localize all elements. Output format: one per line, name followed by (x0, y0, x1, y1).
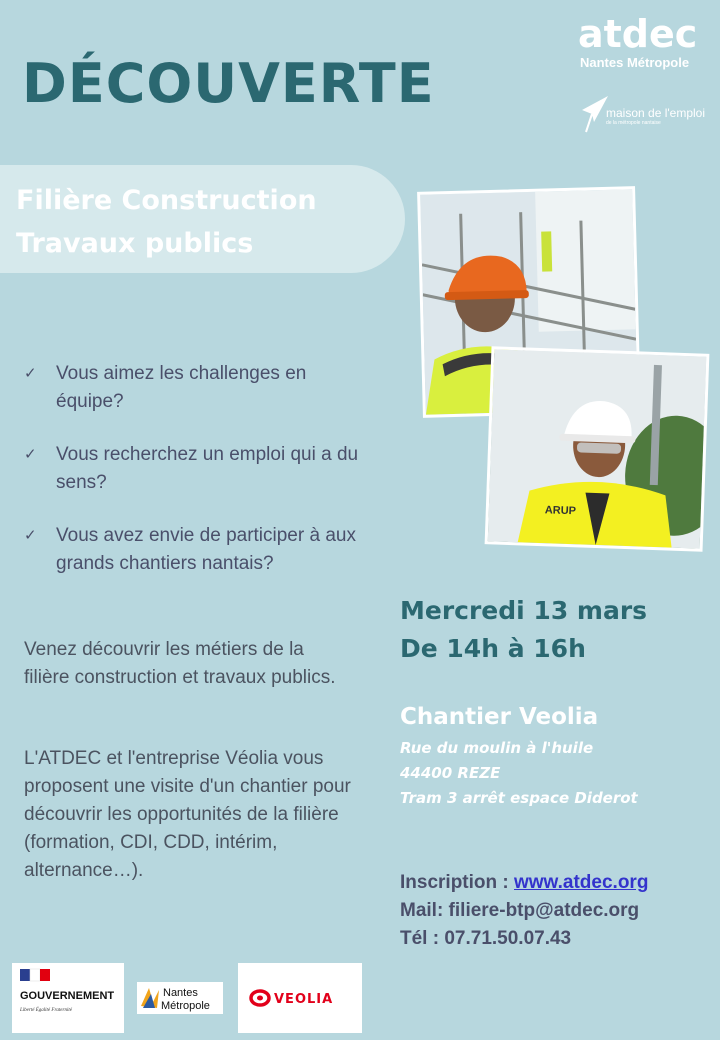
question-text: Vous recherchez un emploi qui a du sens? (56, 444, 359, 493)
vest-badge: ARUP (544, 504, 577, 518)
veolia-logo (238, 963, 362, 1033)
address-street: Rue du moulin à l'huile (400, 739, 594, 757)
atdec-logo: atdec (578, 12, 698, 56)
atdec-logo-subtitle: Nantes Métropole (580, 55, 690, 70)
contact-phone: Tél : 07.71.50.07.43 (400, 928, 572, 949)
gouvernement-logo (12, 963, 124, 1033)
check-icon: ✓ (24, 527, 37, 544)
event-time: De 14h à 16h (400, 634, 586, 663)
description-paragraph: L'ATDEC et l'entreprise Véolia vous proposent une visite d'un chantier pour découvrir les opportunités de la filière (formation, CDI, CDD, intérim, alternance…). (24, 748, 351, 881)
gouvernement-text: GOUVERNEMENT (20, 990, 115, 1002)
maison-emploi-subtext: de la métropole nantaise (606, 120, 661, 126)
check-icon: ✓ (24, 446, 37, 463)
inscription-label: Inscription : (400, 872, 514, 893)
sector-banner-line2: Travaux publics (16, 228, 254, 259)
sector-banner-line1: Filière Construction (16, 185, 317, 216)
maison-emploi-logo (580, 92, 714, 136)
address-tram: Tram 3 arrêt espace Diderot (400, 789, 638, 807)
maison-emploi-text: maison de l'emploi (606, 106, 706, 120)
veolia-text: VEOLIA (274, 992, 334, 1007)
address-city: 44400 REZE (400, 764, 501, 782)
inscription-link[interactable]: www.atdec.org (514, 872, 649, 893)
check-icon: ✓ (24, 365, 37, 382)
intro-paragraph: Venez découvrir les métiers de la filière construction et travaux publics. (24, 639, 336, 688)
event-date: Mercredi 13 mars (400, 596, 648, 625)
nantes-text: Nantes (163, 987, 198, 999)
engineer-photo (485, 346, 710, 551)
metropole-text: Métropole (161, 1000, 210, 1012)
gouvernement-motto: Liberté Égalité Fraternité (20, 1008, 72, 1013)
question-text: Vous aimez les challenges en équipe? (56, 363, 307, 412)
contact-mail: Mail: filiere-btp@atdec.org (400, 900, 640, 921)
nantes-metropole-logo (137, 982, 223, 1014)
event-place: Chantier Veolia (400, 704, 599, 730)
page-title: DÉCOUVERTE (22, 52, 435, 115)
inscription-line (400, 872, 648, 894)
question-text: Vous avez envie de participer à aux grands chantiers nantais? (56, 525, 356, 574)
